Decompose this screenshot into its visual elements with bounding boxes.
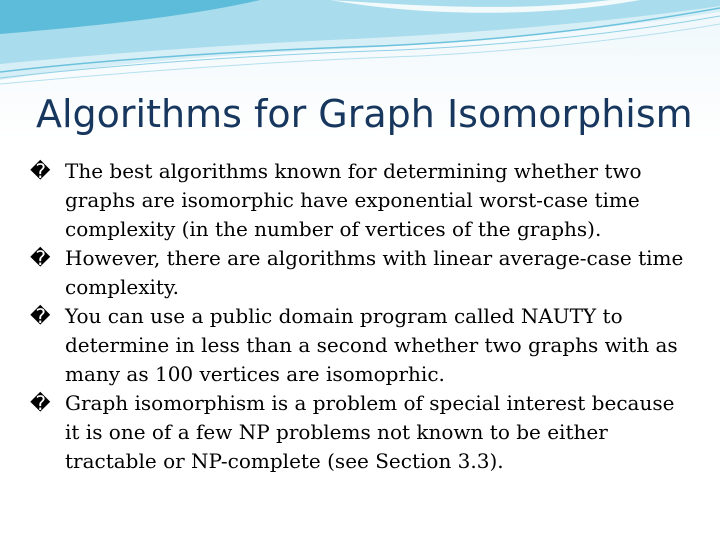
bullet-text: However, there are algorithms with linear average-case time complexity. (65, 246, 684, 299)
bullet-marker-icon: � (30, 391, 51, 415)
bullet-item (30, 389, 695, 476)
decorative-wave-header (0, 0, 720, 90)
bullet-marker-icon: � (30, 159, 51, 183)
bullet-item (30, 157, 695, 244)
bullet-marker-icon: � (30, 246, 51, 270)
slide-title: Algorithms for Graph Isomorphism (36, 92, 693, 136)
bullet-marker-icon: � (30, 304, 51, 328)
bullet-item (30, 244, 695, 302)
bullet-list (30, 157, 695, 476)
bullet-text: Graph isomorphism is a problem of special interest because it is one of a few NP problems not known to be either tractable or NP-complete (see Section 3.3). (65, 391, 675, 473)
bullet-item (30, 302, 695, 389)
bullet-text: The best algorithms known for determining whether two graphs are isomorphic have exponential worst-case time complexity (in the number of vertices of the graphs). (65, 159, 642, 241)
bullet-text: You can use a public domain program called NAUTY to determine in less than a second whether two graphs with as many as 100 vertices are isomoprhic. (65, 304, 678, 386)
